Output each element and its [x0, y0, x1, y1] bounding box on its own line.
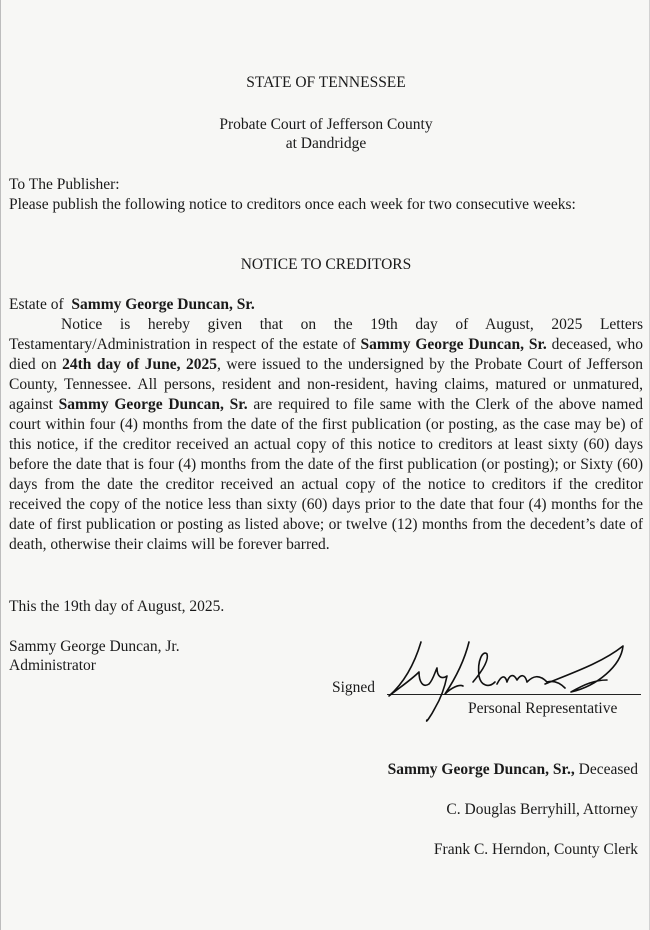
body-death-date: 24th day of June, 2025	[62, 356, 217, 373]
estate-name: Sammy George Duncan, Sr.	[71, 296, 255, 313]
notice-title: NOTICE TO CREDITORS	[240, 256, 412, 273]
administrator-title: Administrator	[9, 657, 96, 674]
attorney-line: C. Douglas Berryhill, Attorney	[446, 801, 638, 818]
state-heading: STATE OF TENNESSEE	[246, 74, 406, 91]
publisher-salutation: To The Publisher:	[9, 176, 120, 193]
deceased-name: Sammy George Duncan, Sr.,	[387, 761, 575, 778]
notice-body	[9, 315, 643, 555]
deceased-suffix: Deceased	[574, 761, 638, 778]
court-location: at Dandridge	[285, 135, 367, 152]
body-part-4: are required to file same with the Clerk of the above named court within four (4) months from the date of the first publication (or posting, as the case may be) of this notice, if the creditor received an actual copy of this notice to creditors at least sixty (60) days before the date that is four (4) months from the date of the first publication (or posting); or Sixty (60) days from the date the creditor received an actual copy of the notice to creditors if the creditor received the copy of the notice less than sixty (60) days prior to the date that four (4) months for the date of first publication or posting as listed above; or twelve (12) months from the decedent’s date of death, otherwise their claims will be forever barred.	[9, 396, 643, 553]
signed-label: Signed	[332, 679, 376, 696]
estate-line	[9, 295, 643, 315]
body-estate-name-2: Sammy George Duncan, Sr.	[58, 396, 248, 413]
publisher-instruction: Please publish the following notice to creditors once each week for two consecutive weeks:	[9, 196, 576, 213]
body-part-3: , were issued to the undersigned by the Probate Court of Jefferson County, Tennessee. All persons, resident and non-resident, having claims, matured or unmatured, against	[9, 356, 644, 413]
clerk-line: Frank C. Herndon, County Clerk	[433, 841, 638, 858]
dated-line: This the 19th day of August, 2025.	[9, 598, 225, 615]
deceased-line	[388, 760, 638, 780]
personal-representative-label: Personal Representative	[468, 700, 618, 717]
body-estate-name-1: Sammy George Duncan, Sr.	[360, 336, 547, 353]
body-part-2: deceased, who died on	[9, 336, 644, 373]
body-part-1: Notice is hereby given that on the 19th day of August, 2025 Letters Testamentary/Administration in respect of the estate of	[9, 316, 643, 353]
court-name: Probate Court of Jefferson County	[219, 116, 433, 133]
estate-prefix: Estate of	[9, 296, 64, 313]
administrator-name: Sammy George Duncan, Jr.	[9, 638, 180, 655]
